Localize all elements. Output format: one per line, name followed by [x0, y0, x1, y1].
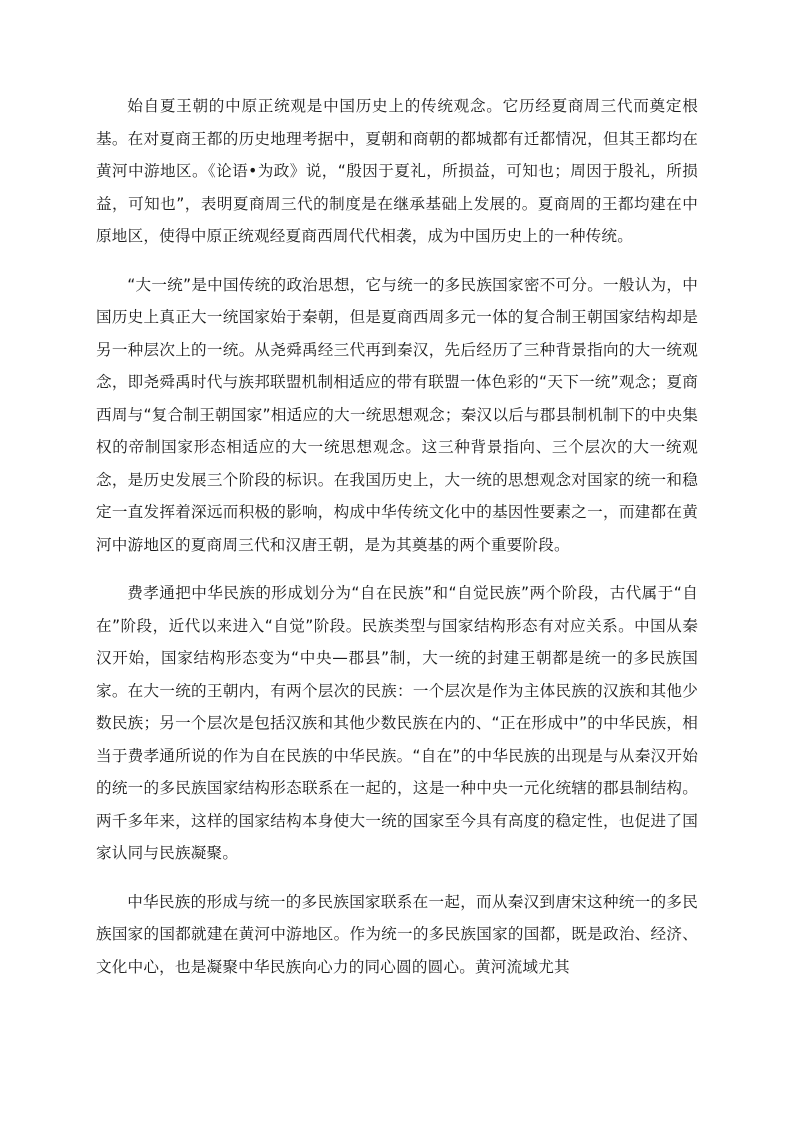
document-body [96, 90, 698, 999]
paragraph-4: 中华民族的形成与统一的多民族国家联系在一起，而从秦汉到唐宋这种统一的多民族国家的国都就建在黄河中游地区。作为统一的多民族国家的国都，既是政治、经济、文化中心，也是凝聚中华民族向心力的同心圆的圆心。黄河流域尤其 [96, 892, 698, 976]
paragraph-3: 费孝通把中华民族的形成划分为“自在民族”和“自觉民族”两个阶段，古代属于“自在”阶段，近代以来进入“自觉”阶段。民族类型与国家结构形态有对应关系。中国从秦汉开始，国家结构形态变为“中央—郡县”制，大一统的封建王朝都是统一的多民族国家。在大一统的王朝内，有两个层次的民族：一个层次是作为主体民族的汉族和其他少数民族；另一个层次是包括汉族和其他少数民族在内的、“正在形成中”的中华民族，相当于费孝通所说的作为自在民族的中华民族。“自在”的中华民族的出现是与从秦汉开始的统一的多民族国家结构形态联系在一起的，这是一种中央一元化统辖的郡县制结构。两千多年来，这样的国家结构本身使大一统的国家至今具有高度的稳定性，也促进了国家认同与民族凝聚。 [96, 584, 698, 862]
paragraph-2: “大一统”是中国传统的政治思想，它与统一的多民族国家密不可分。一般认为，中国历史上真正大一统国家始于秦朝，但是夏商西周多元一体的复合制王朝国家结构却是另一种层次上的一统。从尧舜禹经三代再到秦汉，先后经历了三种背景指向的大一统观念，即尧舜禹时代与族邦联盟机制相适应的带有联盟一体色彩的“天下一统”观念；夏商西周与“复合制王朝国家”相适应的大一统思想观念；秦汉以后与郡县制机制下的中央集权的帝制国家形态相适应的大一统思想观念。这三种背景指向、三个层次的大一统观念，是历史发展三个阶段的标识。在我国历史上，大一统的思想观念对国家的统一和稳定一直发挥着深远而积极的影响，构成中华传统文化中的基因性要素之一，而建都在黄河中游地区的夏商周三代和汉唐王朝，是为其奠基的两个重要阶段。 [96, 275, 698, 554]
paragraph-1: 始自夏王朝的中原正统观是中国历史上的传统观念。它历经夏商周三代而奠定根基。在对夏商王都的历史地理考据中，夏朝和商朝的都城都有迁都情况，但其王都均在黄河中游地区。《论语•为政》说，“殷因于夏礼，所损益，可知也；周因于殷礼，所损益，可知也”，表明夏商周三代的制度是在继承基础上发展的。夏商周的王都均建在中原地区，使得中原正统观经夏商西周代代相袭，成为中国历史上的一种传统。 [96, 97, 698, 245]
